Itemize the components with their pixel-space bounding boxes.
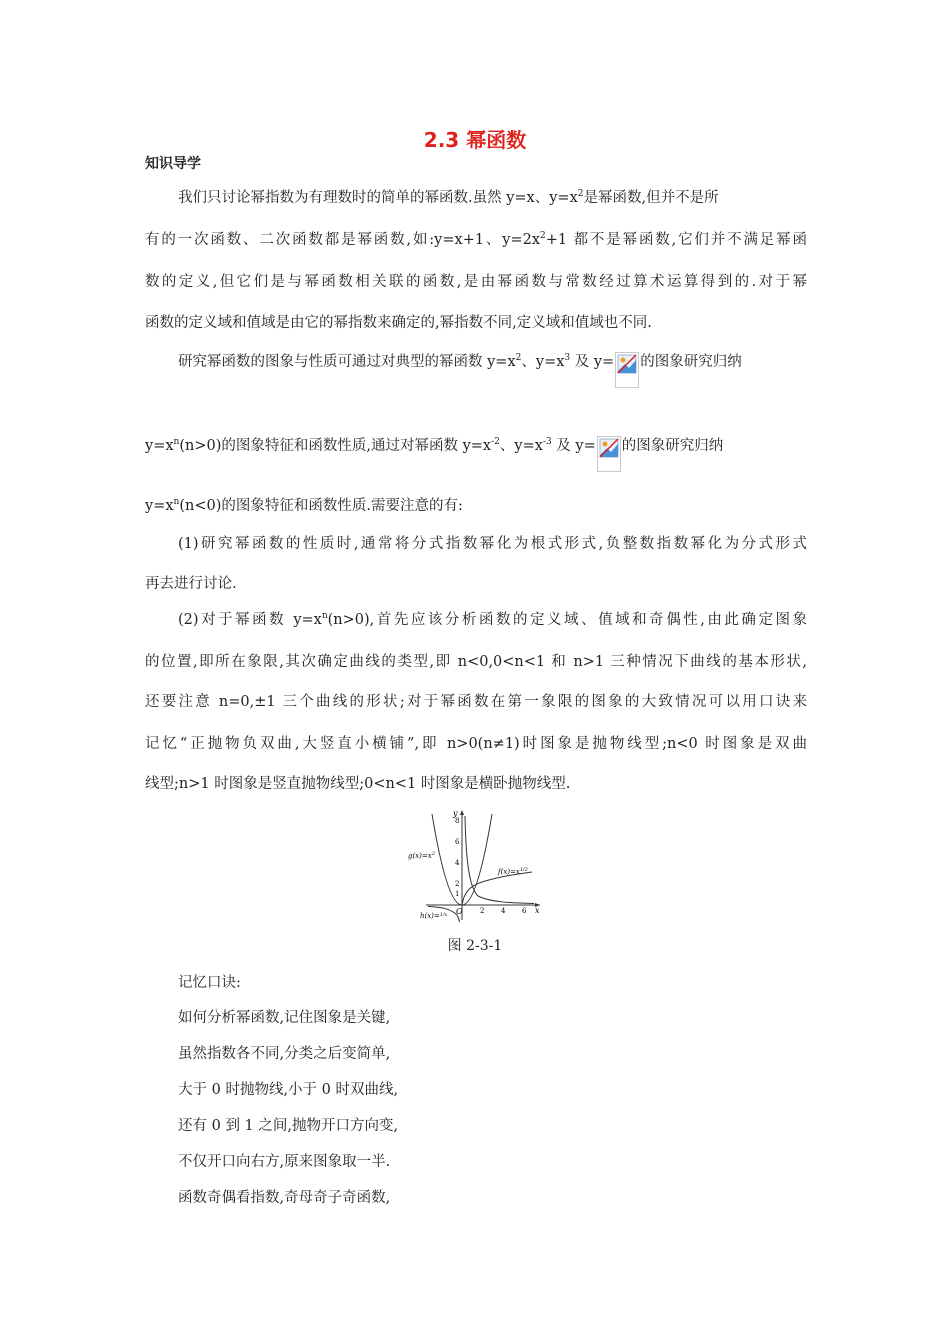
- y-tick-1: 1: [455, 890, 460, 898]
- x-tick-2: 2: [480, 907, 485, 915]
- paragraph-4-line-5: 线型;n>1 时图象是竖直抛物线型;0<n<1 时图象是横卧抛物线型.: [145, 776, 571, 792]
- broken-image-icon: [597, 436, 621, 472]
- curve-f-sqrt: [462, 872, 532, 905]
- paragraph-4-line-4: 记忆“正抛物负双曲,大竖直小横铺”,即 n>0(n≠1)时图象是抛物线型;n<0 时图象是双曲: [145, 736, 807, 752]
- x-tick-4: 4: [501, 907, 506, 915]
- rhyme-line: 如何分析幂函数,记住图象是关键,: [178, 1010, 391, 1026]
- paragraph-2-line-2: $y=x^n(n>0)$的图象特征和函数性质,通过对幂函数 $y=x^{-2}$、$y=x^{-3}$ 及 y= 的图象研究归纳: [145, 436, 807, 472]
- y-tick-4: 4: [455, 859, 460, 867]
- rhyme-line: 大于 0 时抛物线,小于 0 时双曲线,: [178, 1082, 399, 1098]
- figure-caption: 图 2-3-1: [447, 938, 503, 954]
- rhyme-line: 不仅开口向右方,原来图象取一半.: [178, 1154, 391, 1170]
- broken-image-icon: [615, 352, 639, 388]
- f-function-label: $f(x)=x^{1/2}$: [498, 867, 528, 876]
- page-title: 2.3 幂函数: [423, 128, 527, 152]
- paragraph-3-line-1: (1)研究幂函数的性质时,通常将分式指数幂化为根式形式,负整数指数幂化为分式形式: [178, 536, 807, 552]
- paragraph-1-line-4: 函数的定义域和值域是由它的幂指数来确定的,幂指数不同,定义域和值域也不同.: [145, 315, 652, 331]
- rhyme-heading: 记忆口诀:: [178, 975, 241, 991]
- rhyme-line: 还有 0 到 1 之间,抛物开口方向变,: [178, 1118, 399, 1134]
- section-heading: 知识导学: [145, 156, 201, 172]
- paragraph-3-line-2: 再去进行讨论.: [145, 576, 237, 592]
- y-axis-arrow: [460, 810, 464, 815]
- y-tick-6: 6: [455, 838, 460, 846]
- paragraph-4-line-1: (2)对于幂函数 $y=x^n(n>0)$,首先应该分析函数的定义域、值域和奇偶性,由此确定图象: [178, 611, 807, 628]
- paragraph-1-line-3: 数的定义,但它们是与幂函数相关联的函数,是由幂函数与常数经过算术运算得到的.对于幂: [145, 274, 807, 290]
- paragraph-4-line-3: 还要注意 n=0,±1 三个曲线的形状;对于幂函数在第一象限的图象的大致情况可以用口诀来: [145, 694, 807, 710]
- g-function-label: $g(x)=x^2$: [408, 851, 435, 860]
- rhyme-line: 虽然指数各不同,分类之后变简单,: [178, 1046, 391, 1062]
- origin-label: O: [456, 907, 463, 916]
- paragraph-2-line-1: 研究幂函数的图象与性质可通过对典型的幂函数 $y=x^2$、$y=x^3$ 及 y= 的图象研究归纳: [178, 352, 807, 388]
- y-axis-label: y: [453, 809, 458, 818]
- h-function-label: h(x)=$^{1/x}$: [420, 912, 448, 920]
- y-tick-2: 2: [455, 880, 460, 888]
- paragraph-4-line-2: 的位置,即所在象限,其次确定曲线的类型,即 n<0,0<n<1 和 n>1 三种情况下曲线的基本形状,: [145, 654, 807, 670]
- paragraph-1-line-2: 有的一次函数、二次函数都是幂函数,如:y=x+1、$y=2x^2+1$ 都不是幂函数,它们并不满足幂函: [145, 231, 807, 248]
- rhyme-line: 函数奇偶看指数,奇母奇子奇函数,: [178, 1190, 391, 1206]
- paragraph-2-line-3: $y=x^n(n<0)$的图象特征和函数性质.需要注意的有:: [145, 497, 463, 514]
- function-graph-figure: [406, 806, 546, 928]
- x-tick-6: 6: [522, 907, 527, 915]
- y-tick-8: 8: [455, 817, 460, 825]
- curve-h-hyperbola-q1: [465, 816, 534, 904]
- x-axis-label: x: [535, 906, 540, 915]
- paragraph-1-line-1: 我们只讨论幂指数为有理数时的简单的幂函数.虽然 y=x、$y=x^2$是幂函数,但并不是所: [178, 189, 719, 206]
